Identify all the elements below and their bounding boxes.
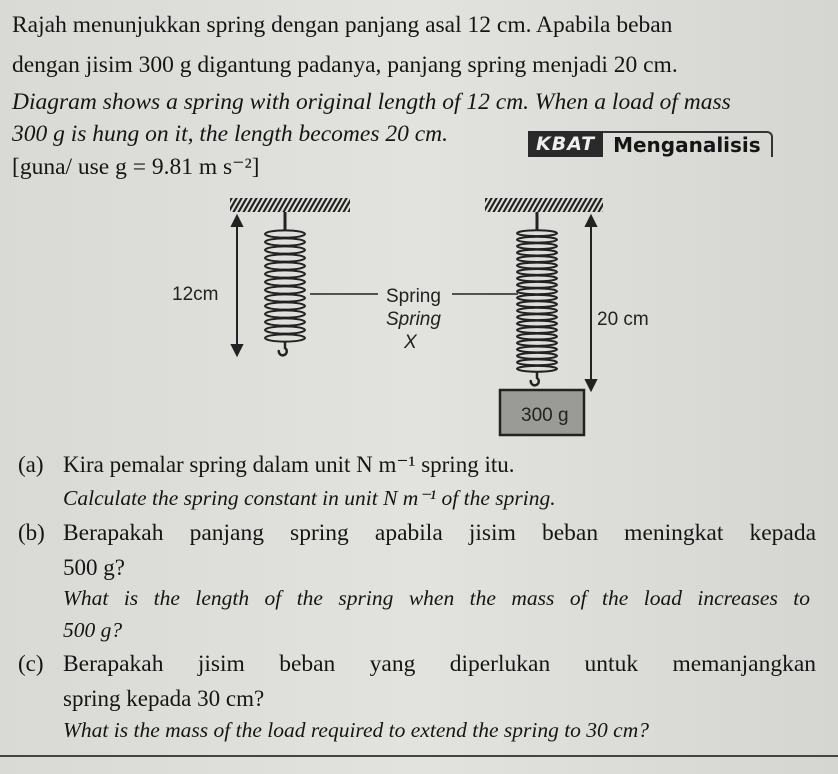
dimension-arrow-left xyxy=(232,216,242,355)
question-b: Berapakah panjang spring apabila jisim beban meningkat kepada xyxy=(63,520,816,546)
intro-line: Rajah menunjukkan spring dengan panjang asal 12 cm. Apabila beban xyxy=(12,12,673,38)
question-a: Kira pemalar spring dalam unit N m⁻¹ spring itu. xyxy=(63,452,515,477)
spring-loaded xyxy=(517,212,557,385)
ceiling-right xyxy=(485,198,603,212)
divider-line xyxy=(0,755,838,757)
ceiling-left xyxy=(230,198,350,212)
spring-unloaded xyxy=(265,212,305,355)
kbat-badge xyxy=(528,131,773,157)
given-gravity: [guna/ use g = 9.81 m s⁻²] xyxy=(12,154,260,180)
kbat-label: Menganalisis xyxy=(603,131,773,157)
spring-label-en: Spring xyxy=(386,309,441,330)
question-c-cont: spring kepada 30 cm? xyxy=(63,686,265,711)
intro-line-en: 300 g is hung on it, the length becomes 20 cm. xyxy=(12,121,448,147)
question-b-en-cont: 500 g? xyxy=(63,618,123,642)
question-b-en: What is the length of the spring when the mass of the load increases to xyxy=(63,586,810,610)
question-c-en: What is the mass of the load required to extend the spring to 30 cm? xyxy=(63,718,650,742)
stretched-length-label: 20 cm xyxy=(597,309,649,330)
spring-name: X xyxy=(404,332,417,353)
question-a-en: Calculate the spring constant in unit N m⁻¹ of the spring. xyxy=(63,486,556,510)
question-c: Berapakah jisim beban yang diperlukan untuk memanjangkan xyxy=(63,651,816,677)
kbat-tag: KBAT xyxy=(528,131,603,157)
question-b-letter: (b) xyxy=(18,520,45,545)
spring-label: Spring xyxy=(386,286,441,307)
spring-diagram xyxy=(0,190,838,440)
question-c-letter: (c) xyxy=(18,651,44,676)
question-a-letter: (a) xyxy=(18,452,44,477)
dimension-arrow-right xyxy=(586,216,596,390)
intro-line-en: Diagram shows a spring with original length of 12 cm. When a load of mass xyxy=(12,89,731,115)
intro-line: dengan jisim 300 g digantung padanya, panjang spring menjadi 20 cm. xyxy=(12,52,678,78)
load-mass-label: 300 g xyxy=(521,405,569,426)
original-length-label: 12cm xyxy=(172,284,219,305)
question-b-cont: 500 g? xyxy=(63,555,125,580)
